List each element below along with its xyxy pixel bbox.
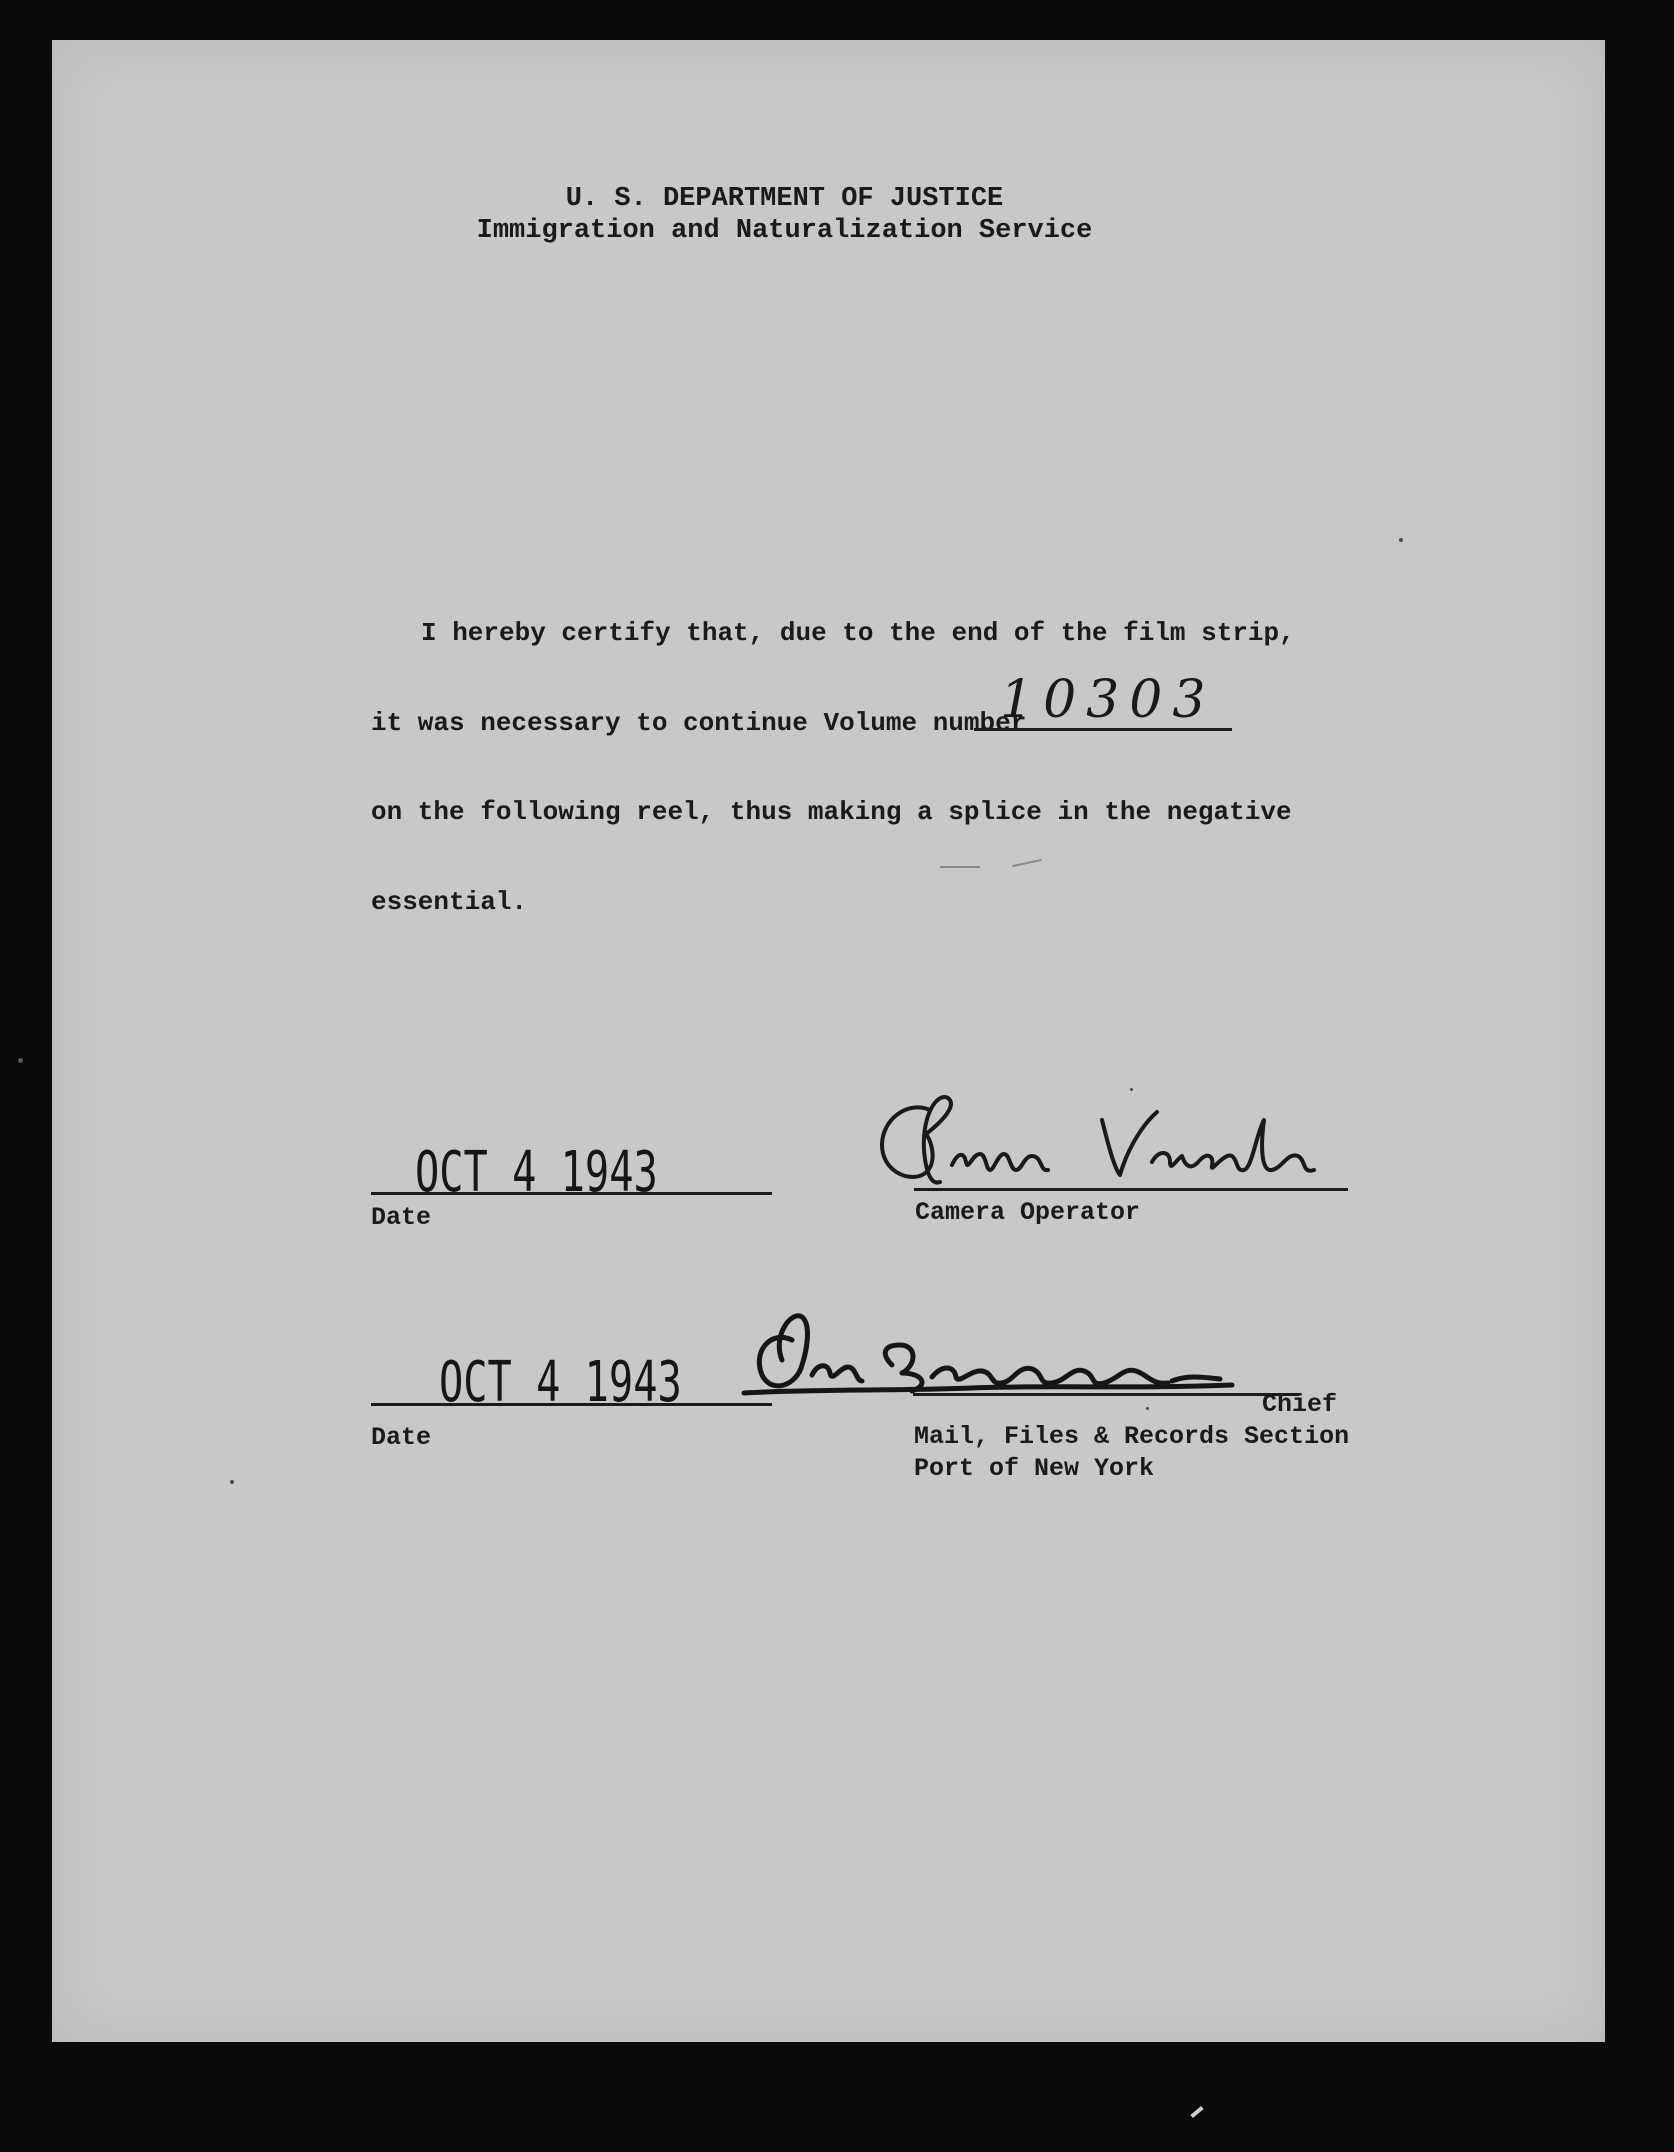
service-heading: Immigration and Naturalization Service	[476, 216, 1093, 246]
certification-line-1: I hereby certify that, due to the end of the film strip,	[421, 618, 1295, 648]
chief-date-line	[371, 1403, 772, 1406]
dust-speck	[230, 1480, 234, 1484]
chief-signature-line	[913, 1393, 1299, 1396]
border-speck	[18, 1058, 23, 1063]
camera-date-stamp: OCT 4 1943	[415, 1140, 658, 1205]
chief-signature	[732, 1305, 1252, 1405]
certification-line-2: it was necessary to continue Volume number	[371, 708, 1027, 738]
dust-speck	[1130, 1088, 1133, 1091]
camera-operator-line	[914, 1188, 1348, 1191]
camera-date-label: Date	[371, 1203, 432, 1232]
certification-line-3: on the following reel, thus making a splice in the negative	[371, 797, 1292, 827]
chief-title-section: Mail, Files & Records Section	[914, 1422, 1350, 1451]
volume-number-handwritten: 10303	[1000, 670, 1216, 730]
camera-date-line	[371, 1192, 772, 1195]
chief-title-port: Port of New York	[914, 1454, 1155, 1483]
dust-speck	[1399, 538, 1403, 542]
chief-title: Chief	[1262, 1390, 1338, 1419]
department-heading: U. S. DEPARTMENT OF JUSTICE	[565, 184, 1004, 214]
document-page	[52, 40, 1605, 2042]
chief-date-label: Date	[371, 1423, 432, 1452]
certification-line-4: essential.	[371, 887, 528, 917]
dust-speck	[1146, 1407, 1149, 1410]
stray-mark	[1012, 859, 1042, 867]
chief-date-stamp: OCT 4 1943	[439, 1350, 682, 1415]
camera-operator-label: Camera Operator	[915, 1198, 1141, 1227]
camera-operator-signature	[852, 1090, 1322, 1200]
stray-mark	[940, 866, 980, 868]
border-mark	[1190, 2106, 1203, 2118]
